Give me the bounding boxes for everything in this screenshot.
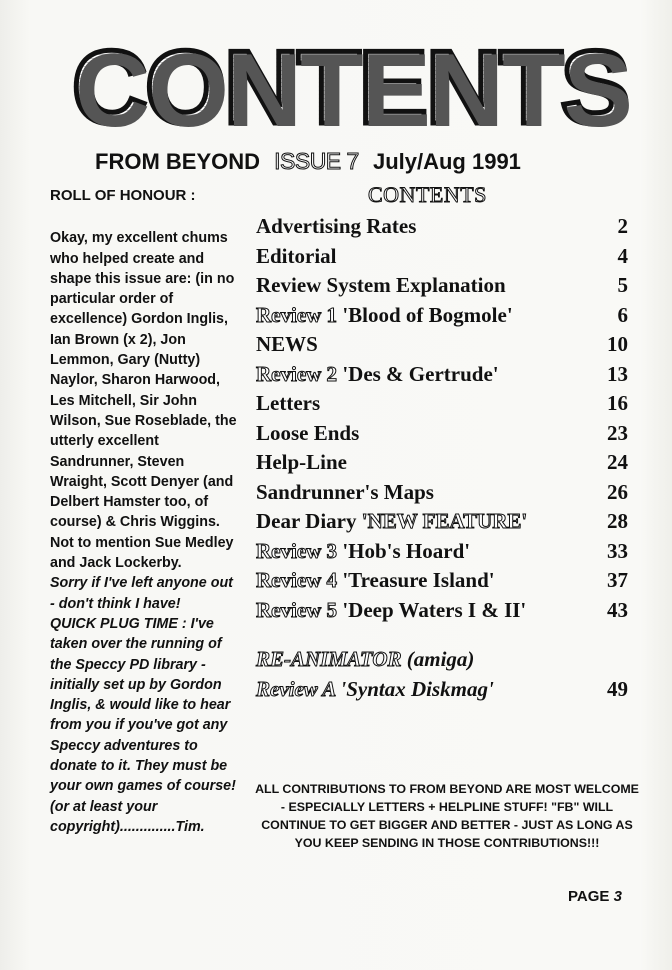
toc-list <box>256 212 628 704</box>
toc-gap <box>256 625 628 645</box>
toc-entry-prefix: Review A <box>256 676 336 701</box>
toc-entry-title: Letters <box>256 391 321 415</box>
toc-entry-page: 49 <box>607 676 628 701</box>
toc-entry-title: 'Hob's Hoard' <box>337 538 471 563</box>
toc-entry-page: 2 <box>617 214 628 238</box>
toc-entry-prefix: RE-ANIMATOR <box>256 647 402 671</box>
toc-entry <box>256 448 628 478</box>
toc-entry-page: 33 <box>607 538 628 563</box>
page-number <box>568 888 622 905</box>
toc-entry-title: Help-Line <box>256 450 348 474</box>
toc-entry-page: 6 <box>617 302 628 327</box>
page-label: PAGE <box>568 888 610 905</box>
toc-entry-title: 'Deep Waters I & II' <box>337 597 527 622</box>
toc-entry <box>256 242 628 272</box>
toc-entry-title: Advertising Rates <box>256 214 417 238</box>
issue-number: ISSUE 7 <box>274 148 359 174</box>
toc-entry <box>256 271 628 301</box>
roll-of-honour-sorry: Sorry if I've left anyone out - don't think I have! <box>50 575 233 612</box>
toc-entry-page: 26 <box>607 479 628 504</box>
toc-entry-page: 10 <box>607 332 628 356</box>
toc-entry-prefix: Review 4 <box>256 568 338 592</box>
toc-entry <box>256 360 628 390</box>
toc-entry-page: 13 <box>607 361 628 386</box>
contributions-notice: ALL CONTRIBUTIONS TO FROM BEYOND ARE MOST WELCOME - ESPECIALLY LETTERS + HELPLINE STUFF! "FB" WILL CONTINUE TO GET BIGGER AND BETTER - JUST AS LONG AS YOU KEEP SENDING IN THOSE CONTRIBUTIONS!!! <box>255 782 639 850</box>
toc-entry-title: Editorial <box>256 243 337 268</box>
page-number-value: 3 <box>613 888 622 905</box>
toc-entry-page: 5 <box>617 273 628 297</box>
toc-entry <box>256 301 628 331</box>
toc-entry-title: NEWS <box>256 332 318 356</box>
toc-entry-title: Loose Ends <box>256 420 360 445</box>
toc-entry <box>256 675 628 705</box>
toc-entry-page: 4 <box>617 243 628 268</box>
toc-entry <box>256 537 628 567</box>
issue-date: July/Aug 1991 <box>372 149 521 174</box>
toc-entry-title: Review System Explanation <box>256 273 506 297</box>
toc-entry-page: 37 <box>607 568 628 592</box>
toc-entry <box>256 645 628 675</box>
toc-entry <box>256 596 628 626</box>
toc-entry <box>256 507 628 537</box>
toc-entry-title: 'Treasure Island' <box>337 568 495 592</box>
toc-entry-title: Dear Diary <box>256 509 362 533</box>
toc-entry <box>256 389 628 419</box>
toc-entry-title: 'Blood of Bogmole' <box>337 302 513 327</box>
toc-entry-page: 43 <box>607 597 628 622</box>
toc-entry <box>256 330 628 360</box>
toc-entry-page: 28 <box>607 509 628 533</box>
issue-subhead <box>95 148 635 178</box>
toc-entry-title: (amiga) <box>401 647 475 671</box>
masthead-title: CONTENTS <box>72 30 628 146</box>
toc-entry-feature-tag: 'NEW FEATURE' <box>361 509 528 533</box>
toc-entry-page: 16 <box>607 391 628 415</box>
publication-name: FROM BEYOND <box>95 149 260 174</box>
toc-entry-title: 'Syntax Diskmag' <box>335 676 494 701</box>
toc-entry-page: 23 <box>607 420 628 445</box>
roll-of-honour-title: ROLL OF HONOUR : <box>50 187 196 204</box>
toc-entry <box>256 566 628 596</box>
toc-entry <box>256 212 628 242</box>
toc-entry-prefix: Review 5 <box>256 597 338 622</box>
toc-entry-prefix: Review 3 <box>256 538 338 563</box>
toc-entry-title: Sandrunner's Maps <box>256 479 434 504</box>
roll-of-honour-body: Okay, my excellent chums who helped create and shape this issue are: (in no particular order of excellence) Gordon Inglis, Ian Brown (x 2), Jon Lemmon, Gary (Nutty) Naylor, Sharon Harwood, Les Mitchell, Sir John Wilson, Sue Roseblade, the utterly excellent Sandrunner, Steven Wraight, Scott Denyer (and Delbert Hamster too, of course) & Chris Wiggins. Not to mention Sue Medley and Jack Lockerby. <box>50 230 237 572</box>
toc-entry <box>256 478 628 508</box>
quick-plug: QUICK PLUG TIME : I've taken over the running of the Speccy PD library - initially set up by Gordon Inglis, & would like to hear from you if you've got any Speccy adventures to donate to it. They must be your own games of course! (or at least your copyright)..............Tim. <box>50 615 236 835</box>
toc-entry-title: 'Des & Gertrude' <box>337 361 499 386</box>
roll-of-honour-column <box>50 186 240 837</box>
toc-entry-page: 24 <box>607 450 628 474</box>
toc-entry-prefix: Review 2 <box>256 361 338 386</box>
toc-entry-prefix: Review 1 <box>256 302 338 327</box>
toc-heading: CONTENTS <box>368 182 487 207</box>
toc-entry <box>256 419 628 449</box>
